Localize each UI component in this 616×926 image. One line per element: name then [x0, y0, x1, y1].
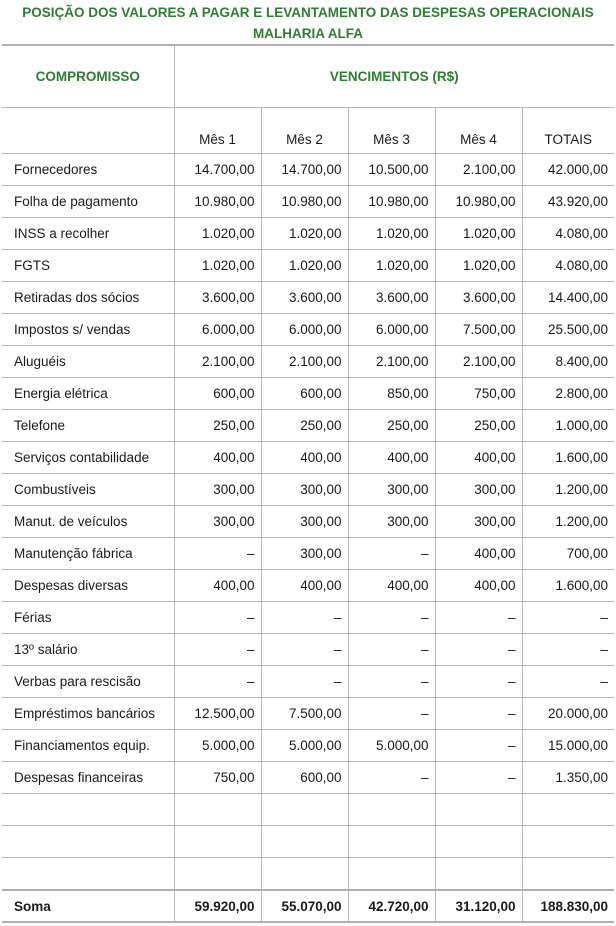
month-3-cell [348, 858, 435, 891]
month-4-header: Mês 4 [435, 108, 522, 154]
month-1-cell: 14.700,00 [174, 154, 261, 186]
month-1-cell: – [174, 666, 261, 698]
table-row [2, 570, 614, 602]
month-2-cell: 7.500,00 [261, 698, 348, 730]
maturities-header: VENCIMENTOS (R$) [174, 45, 614, 108]
table-row [2, 730, 614, 762]
row-label: Energia elétrica [2, 378, 174, 410]
month-4-cell [435, 826, 522, 858]
month-2-cell: – [261, 602, 348, 634]
month-2-cell: 300,00 [261, 474, 348, 506]
row-label: Manutenção fábrica [2, 538, 174, 570]
month-2-cell: 600,00 [261, 378, 348, 410]
row-label: Empréstimos bancários [2, 698, 174, 730]
month-3-cell: 2.100,00 [348, 346, 435, 378]
row-label: Férias [2, 602, 174, 634]
month-1-cell: 2.100,00 [174, 346, 261, 378]
month-4-cell: 3.600,00 [435, 282, 522, 314]
row-label: FGTS [2, 250, 174, 282]
month-2-cell: 300,00 [261, 538, 348, 570]
empty-row [2, 826, 614, 858]
total-cell: 42.000,00 [522, 154, 614, 186]
total-cell [522, 826, 614, 858]
row-label: Despesas diversas [2, 570, 174, 602]
month-1-cell [174, 794, 261, 826]
row-label: 13º salário [2, 634, 174, 666]
month-4-cell: 7.500,00 [435, 314, 522, 346]
total-cell: – [522, 602, 614, 634]
month-2-cell: 5.000,00 [261, 730, 348, 762]
row-label: Fornecedores [2, 154, 174, 186]
month-1-cell: 600,00 [174, 378, 261, 410]
month-2-cell: 250,00 [261, 410, 348, 442]
month-1-cell: 1.020,00 [174, 218, 261, 250]
month-1-cell: 3.600,00 [174, 282, 261, 314]
total-cell [522, 858, 614, 891]
month-2-cell [261, 794, 348, 826]
row-label: Verbas para rescisão [2, 666, 174, 698]
month-4-cell: 400,00 [435, 538, 522, 570]
month-4-cell [435, 858, 522, 891]
table-row [2, 474, 614, 506]
table-row [2, 186, 614, 218]
month-3-cell [348, 826, 435, 858]
total-cell: 700,00 [522, 538, 614, 570]
month-4-cell: – [435, 698, 522, 730]
month-3-cell: – [348, 666, 435, 698]
total-cell: 1.000,00 [522, 410, 614, 442]
month-3-header: Mês 3 [348, 108, 435, 154]
month-2-header: Mês 2 [261, 108, 348, 154]
month-3-cell: 42.720,00 [348, 890, 435, 922]
table-row [2, 762, 614, 794]
month-4-cell: 10.980,00 [435, 186, 522, 218]
empty-header-cell [2, 108, 174, 154]
total-cell [522, 794, 614, 826]
month-2-cell: 1.020,00 [261, 250, 348, 282]
month-1-header: Mês 1 [174, 108, 261, 154]
month-1-cell [174, 826, 261, 858]
month-1-cell: 300,00 [174, 474, 261, 506]
total-cell: 20.000,00 [522, 698, 614, 730]
row-label: INSS a recolher [2, 218, 174, 250]
month-2-cell: 3.600,00 [261, 282, 348, 314]
table-row [2, 666, 614, 698]
month-2-cell: 300,00 [261, 506, 348, 538]
month-4-cell: – [435, 762, 522, 794]
month-3-cell: 1.020,00 [348, 250, 435, 282]
row-label: Impostos s/ vendas [2, 314, 174, 346]
month-3-cell: – [348, 762, 435, 794]
title-line-2: MALHARIA ALFA [253, 26, 363, 41]
month-1-cell: 10.980,00 [174, 186, 261, 218]
expenses-table [2, 44, 614, 923]
row-label [2, 858, 174, 891]
row-label: Soma [2, 890, 174, 922]
month-4-cell: – [435, 666, 522, 698]
month-4-cell: 250,00 [435, 410, 522, 442]
empty-row [2, 794, 614, 826]
month-2-cell: 14.700,00 [261, 154, 348, 186]
table-row [2, 154, 614, 186]
total-cell: 1.200,00 [522, 474, 614, 506]
month-1-cell [174, 858, 261, 891]
month-2-cell: 400,00 [261, 570, 348, 602]
month-2-cell: – [261, 666, 348, 698]
table-row [2, 314, 614, 346]
month-4-cell: – [435, 730, 522, 762]
month-1-cell: – [174, 538, 261, 570]
month-3-cell: 250,00 [348, 410, 435, 442]
month-3-cell: 300,00 [348, 474, 435, 506]
table-row [2, 442, 614, 474]
month-3-cell: 400,00 [348, 442, 435, 474]
month-3-cell [348, 794, 435, 826]
month-2-cell: 55.070,00 [261, 890, 348, 922]
month-2-cell: 1.020,00 [261, 218, 348, 250]
month-2-cell: 400,00 [261, 442, 348, 474]
month-4-cell: 400,00 [435, 570, 522, 602]
total-cell: 43.920,00 [522, 186, 614, 218]
table-row [2, 378, 614, 410]
sum-row [2, 890, 614, 922]
title-line-1: POSIÇÃO DOS VALORES A PAGAR E LEVANTAMENTO DAS DESPESAS OPERACIONAIS [22, 5, 594, 20]
table-row [2, 282, 614, 314]
month-1-cell: – [174, 634, 261, 666]
month-4-cell: 2.100,00 [435, 346, 522, 378]
month-2-cell: 10.980,00 [261, 186, 348, 218]
table-row [2, 506, 614, 538]
month-4-cell: 300,00 [435, 506, 522, 538]
month-4-cell: 400,00 [435, 442, 522, 474]
month-4-cell: 750,00 [435, 378, 522, 410]
total-cell: 25.500,00 [522, 314, 614, 346]
header-row [2, 45, 614, 108]
month-1-cell: 250,00 [174, 410, 261, 442]
month-1-cell: 1.020,00 [174, 250, 261, 282]
column-header-row [2, 108, 614, 154]
totals-header: TOTAIS [522, 108, 614, 154]
row-label: Manut. de veículos [2, 506, 174, 538]
month-4-cell: 300,00 [435, 474, 522, 506]
month-1-cell: 6.000,00 [174, 314, 261, 346]
month-3-cell: – [348, 698, 435, 730]
month-1-cell: 750,00 [174, 762, 261, 794]
row-label: Retiradas dos sócios [2, 282, 174, 314]
month-1-cell: 59.920,00 [174, 890, 261, 922]
table-row [2, 602, 614, 634]
table-row [2, 218, 614, 250]
table-row [2, 346, 614, 378]
table-row [2, 250, 614, 282]
month-3-cell: 300,00 [348, 506, 435, 538]
total-cell: – [522, 634, 614, 666]
row-label: Combustíveis [2, 474, 174, 506]
month-4-cell: 31.120,00 [435, 890, 522, 922]
month-3-cell: – [348, 634, 435, 666]
month-3-cell: 3.600,00 [348, 282, 435, 314]
total-cell: 15.000,00 [522, 730, 614, 762]
table-row [2, 634, 614, 666]
total-cell: 4.080,00 [522, 250, 614, 282]
month-4-cell: 2.100,00 [435, 154, 522, 186]
empty-row [2, 858, 614, 891]
month-3-cell: 1.020,00 [348, 218, 435, 250]
table-title [0, 0, 616, 44]
row-label: Serviços contabilidade [2, 442, 174, 474]
month-3-cell: 10.980,00 [348, 186, 435, 218]
table-row [2, 410, 614, 442]
month-4-cell: 1.020,00 [435, 218, 522, 250]
total-cell: 14.400,00 [522, 282, 614, 314]
month-2-cell [261, 826, 348, 858]
month-4-cell: 1.020,00 [435, 250, 522, 282]
month-1-cell: 300,00 [174, 506, 261, 538]
table-row [2, 698, 614, 730]
total-cell: 1.200,00 [522, 506, 614, 538]
month-2-cell: – [261, 634, 348, 666]
row-label: Financiamentos equip. [2, 730, 174, 762]
row-label: Despesas financeiras [2, 762, 174, 794]
month-3-cell: 6.000,00 [348, 314, 435, 346]
month-1-cell: 12.500,00 [174, 698, 261, 730]
total-cell: 4.080,00 [522, 218, 614, 250]
total-cell: 1.350,00 [522, 762, 614, 794]
month-2-cell [261, 858, 348, 891]
month-3-cell: – [348, 538, 435, 570]
month-3-cell: 400,00 [348, 570, 435, 602]
commitment-header: COMPROMISSO [2, 45, 174, 108]
month-3-cell: 850,00 [348, 378, 435, 410]
month-3-cell: 10.500,00 [348, 154, 435, 186]
month-3-cell: 5.000,00 [348, 730, 435, 762]
row-label: Folha de pagamento [2, 186, 174, 218]
total-cell: 1.600,00 [522, 442, 614, 474]
month-4-cell: – [435, 634, 522, 666]
month-1-cell: – [174, 602, 261, 634]
total-cell: – [522, 666, 614, 698]
table-row [2, 538, 614, 570]
month-1-cell: 400,00 [174, 570, 261, 602]
row-label [2, 826, 174, 858]
row-label: Telefone [2, 410, 174, 442]
month-3-cell: – [348, 602, 435, 634]
total-cell: 188.830,00 [522, 890, 614, 922]
total-cell: 2.800,00 [522, 378, 614, 410]
month-4-cell: – [435, 602, 522, 634]
month-2-cell: 600,00 [261, 762, 348, 794]
total-cell: 1.600,00 [522, 570, 614, 602]
row-label [2, 794, 174, 826]
row-label: Aluguéis [2, 346, 174, 378]
month-1-cell: 5.000,00 [174, 730, 261, 762]
month-2-cell: 6.000,00 [261, 314, 348, 346]
total-cell: 8.400,00 [522, 346, 614, 378]
month-4-cell [435, 794, 522, 826]
month-1-cell: 400,00 [174, 442, 261, 474]
month-2-cell: 2.100,00 [261, 346, 348, 378]
